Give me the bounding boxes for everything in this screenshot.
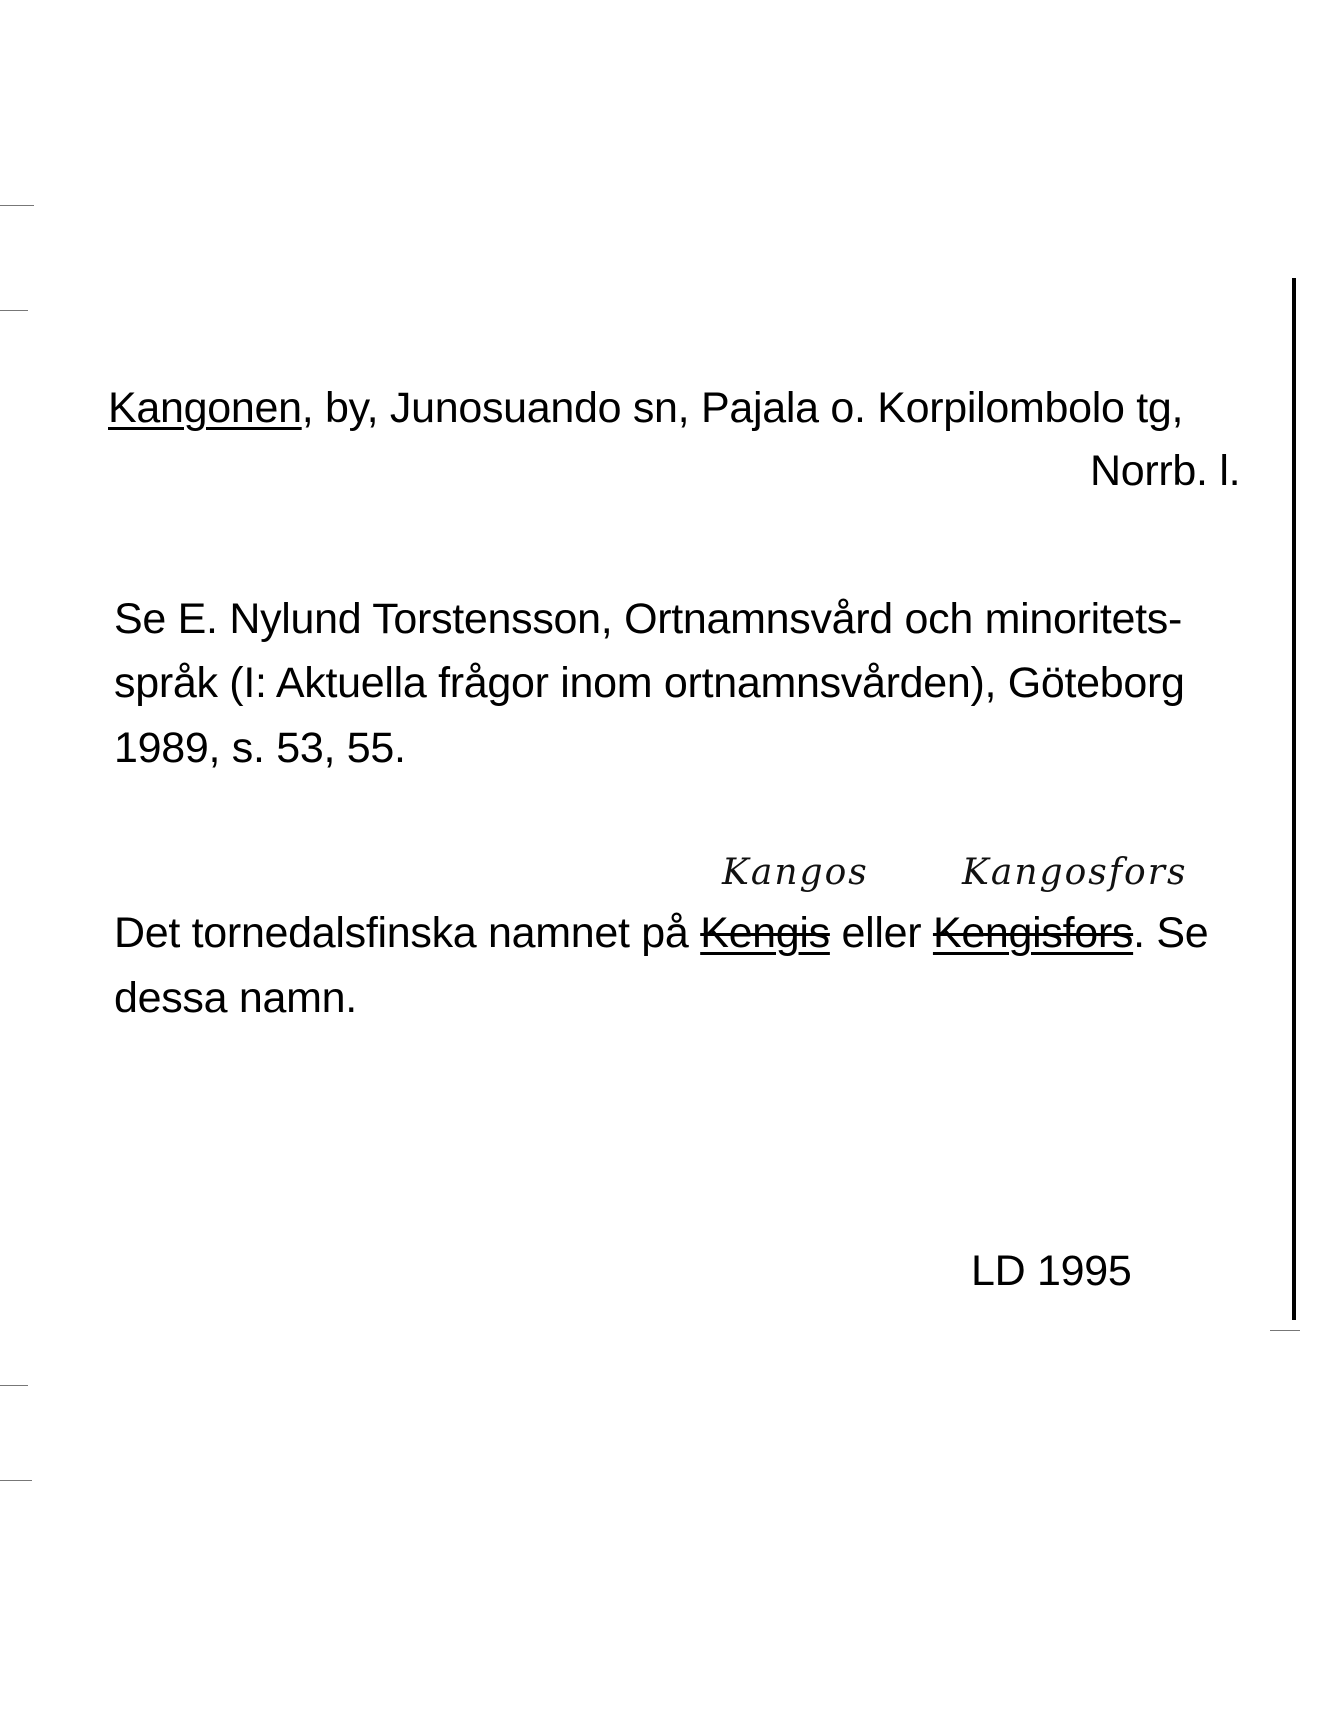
handwritten-correction-1: Kangos bbox=[722, 852, 869, 893]
scan-mark bbox=[0, 310, 28, 311]
note-suffix: . Se bbox=[1133, 909, 1209, 957]
scan-mark bbox=[0, 1385, 28, 1386]
scan-mark bbox=[0, 205, 34, 206]
heading-rest: , by, Junosuando sn, Pajala o. Korpilombolo tg, bbox=[301, 384, 1184, 432]
note-line-1 bbox=[114, 909, 1209, 957]
struck-name-1: Kengis bbox=[700, 909, 830, 957]
note-prefix: Det tornedalsfinska namnet på bbox=[114, 909, 701, 957]
scan-mark bbox=[1270, 1330, 1300, 1331]
headword: Kangonen bbox=[108, 384, 302, 432]
heading-line-1 bbox=[108, 384, 1184, 432]
note-middle: eller bbox=[829, 909, 933, 957]
scan-mark bbox=[0, 1480, 32, 1481]
card-right-border bbox=[1292, 278, 1296, 1320]
signature: LD 1995 bbox=[971, 1247, 1132, 1295]
note-line-2: dessa namn. bbox=[114, 974, 357, 1022]
handwritten-correction-2: Kangosfors bbox=[962, 852, 1188, 893]
heading-line-2: Norrb. l. bbox=[1090, 447, 1241, 495]
reference-line-1: Se E. Nylund Torstensson, Ortnamnsvård och minoritets- bbox=[114, 595, 1183, 643]
reference-line-3: 1989, s. 53, 55. bbox=[114, 724, 406, 772]
struck-name-2: Kengisfors bbox=[932, 909, 1134, 957]
reference-line-2: språk (I: Aktuella frågor inom ortnamnsvården), Göteborg bbox=[114, 659, 1185, 707]
